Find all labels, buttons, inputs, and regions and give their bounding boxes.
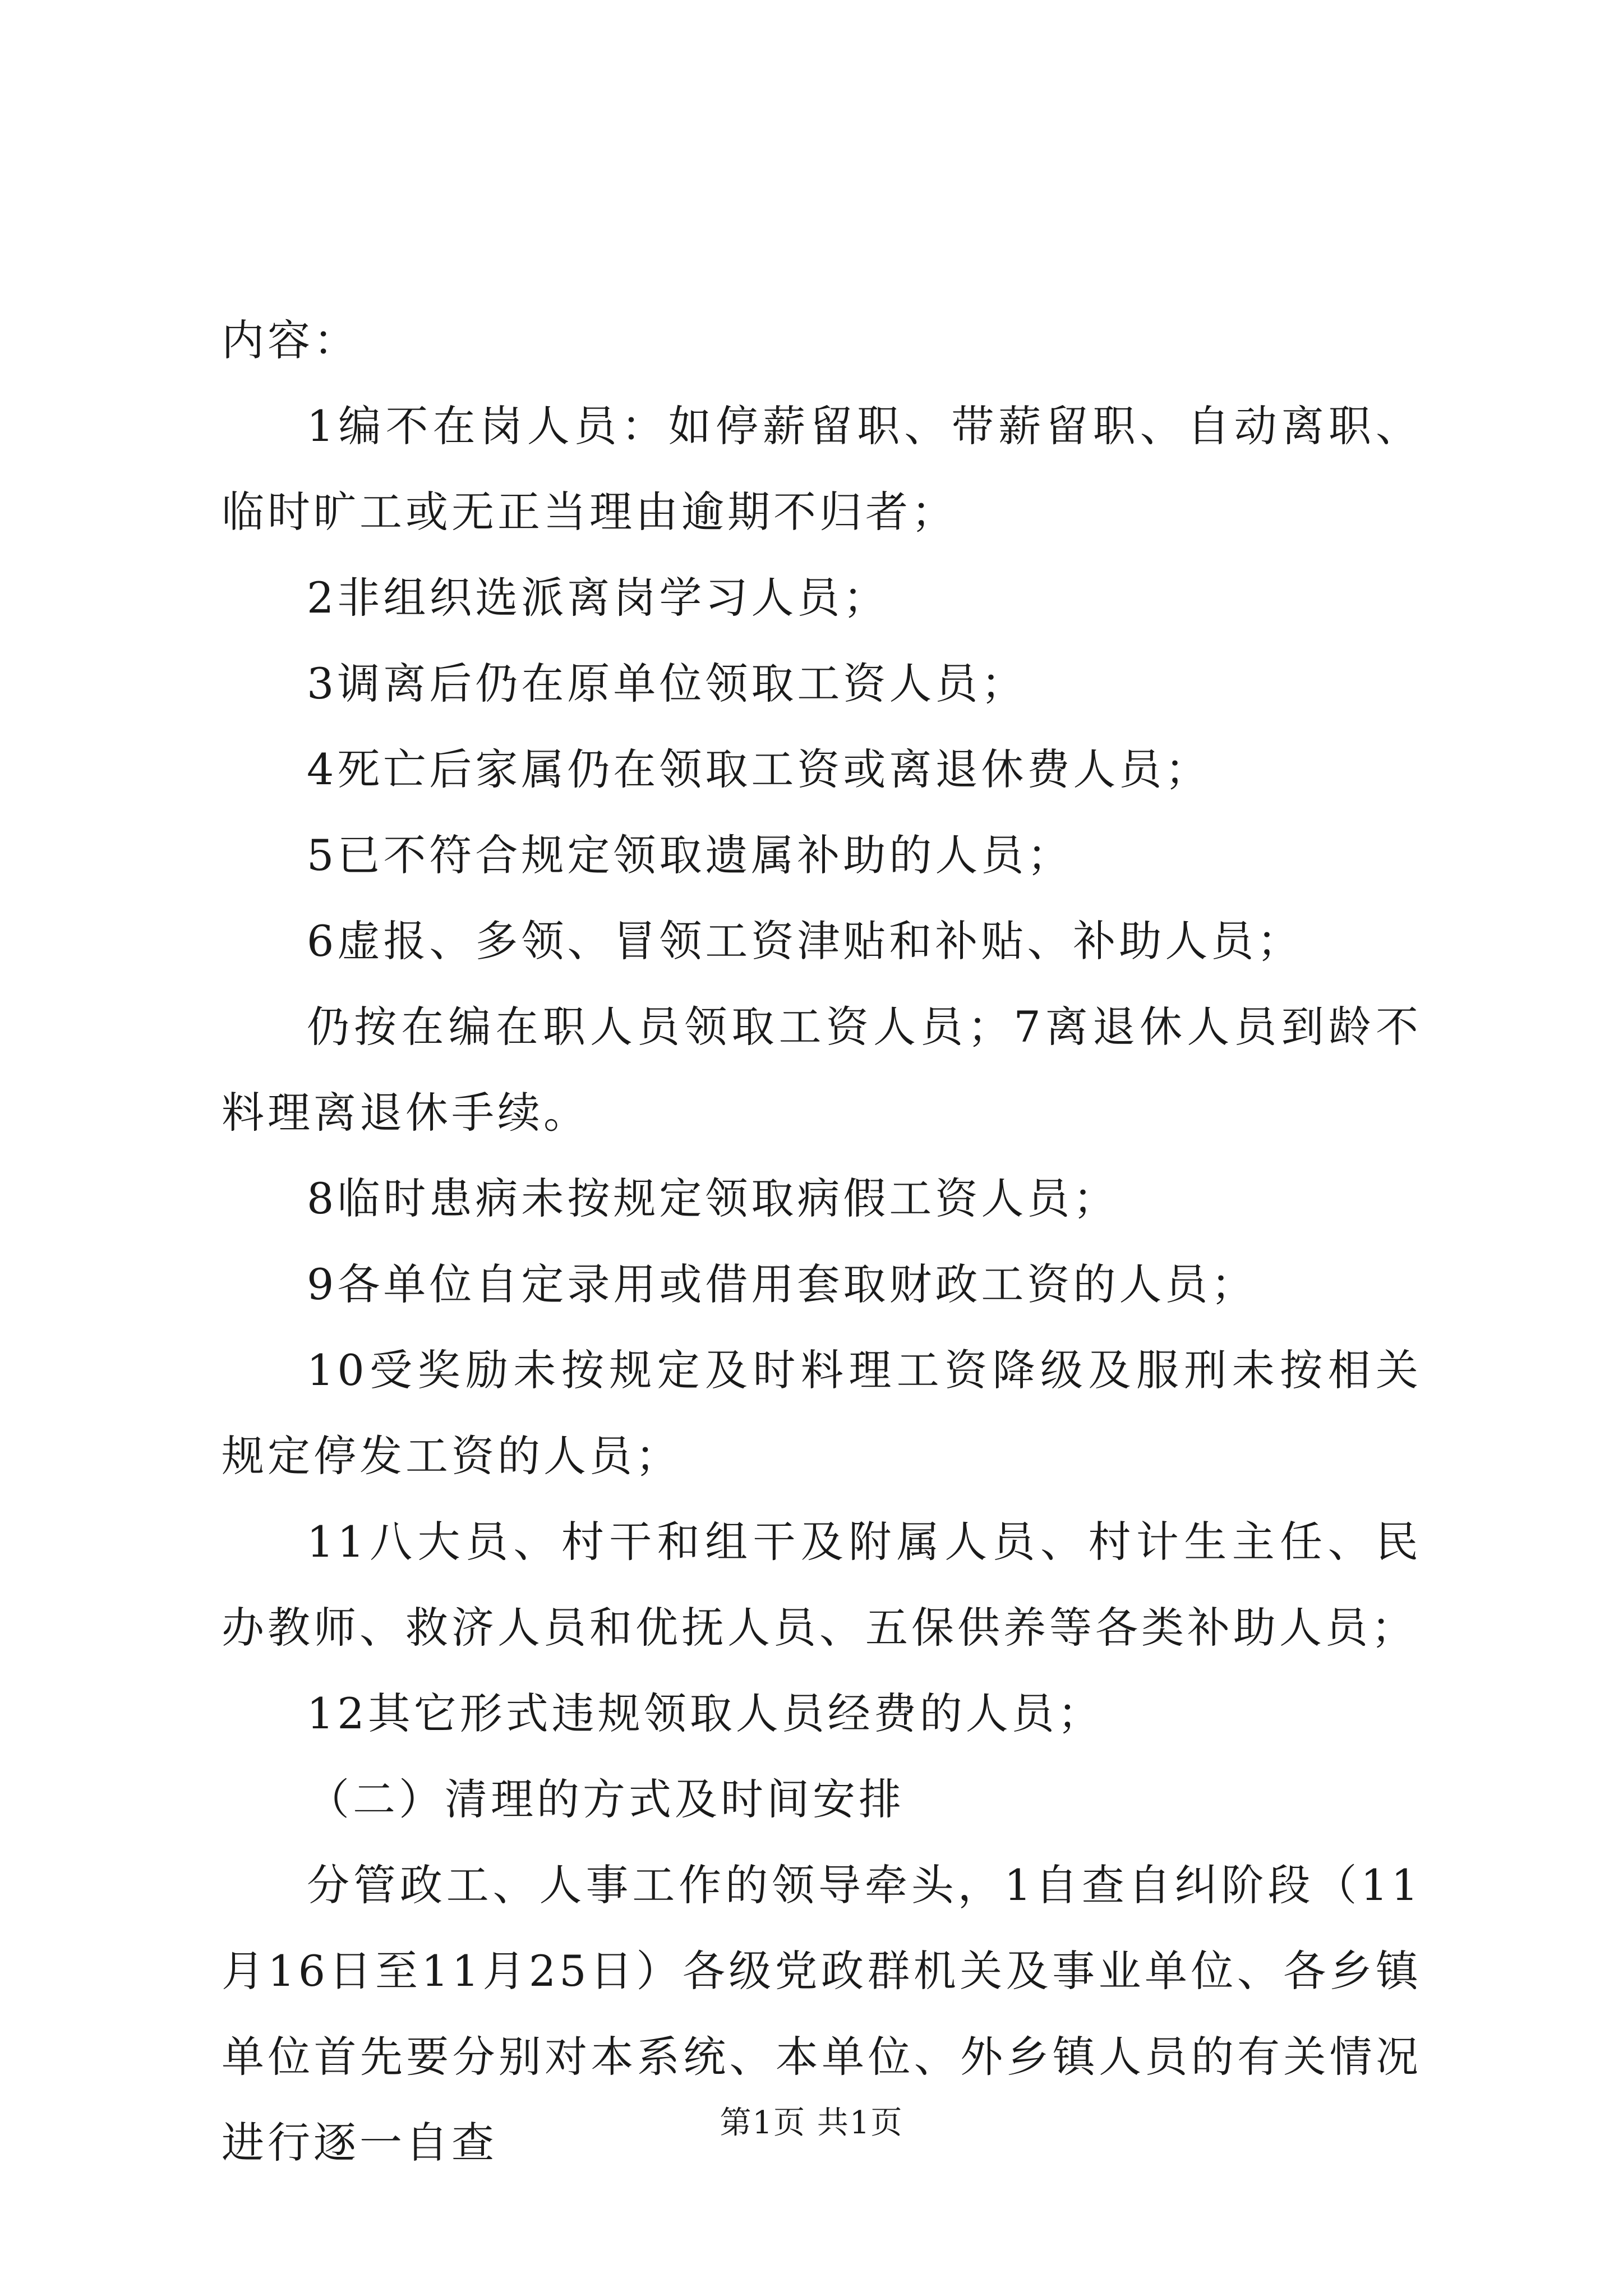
- paragraph-7: 仍按在编在职人员领取工资人员；7离退休人员到龄不料理离退休手续。: [222, 1002, 1422, 1138]
- paragraph-9: 9各单位自定录用或借用套取财政工资的人员；: [307, 1259, 1257, 1309]
- paragraph-3: 3调离后仍在原单位领取工资人员；: [307, 659, 1027, 708]
- paragraph-14: 分管政工、人事工作的领导牵头，1自查自纠阶段（11月16日至11月25日）各级党政群机关及事业单位、各乡镇单位首先要分别对本系统、本单位、外乡镇人员的有关情况进行逐一自查: [222, 1860, 1422, 2168]
- paragraph-8: 8临时患病未按规定领取病假工资人员；: [307, 1174, 1119, 1223]
- paragraph-1: 1编不在岗人员：如停薪留职、带薪留职、自动离职、临时旷工或无正当理由逾期不归者；: [222, 401, 1422, 537]
- document-body: [222, 297, 1422, 2185]
- paragraph-6: 6虚报、多领、冒领工资津贴和补贴、补助人员；: [307, 916, 1303, 966]
- paragraph-0: 内容：: [222, 315, 359, 365]
- paragraph-10: 10受奖励未按规定及时料理工资降级及服刑未按相关规定停发工资的人员；: [222, 1345, 1422, 1481]
- paragraph-11: 11八大员、村干和组干及附属人员、村计生主任、民办教师、救济人员和优抚人员、五保供养等各类补助人员；: [222, 1517, 1422, 1653]
- page-footer: 第1页 共1页: [720, 2105, 903, 2141]
- paragraph-5: 5已不符合规定领取遗属补助的人员；: [307, 830, 1073, 880]
- paragraph-4: 4死亡后家属仍在领取工资或离退休费人员；: [307, 744, 1211, 794]
- paragraph-12: 12其它形式违规领取人员经费的人员；: [307, 1688, 1104, 1738]
- section-heading: （二）清理的方式及时间安排: [307, 1774, 905, 1824]
- paragraph-2: 2非组织选派离岗学习人员；: [307, 573, 889, 623]
